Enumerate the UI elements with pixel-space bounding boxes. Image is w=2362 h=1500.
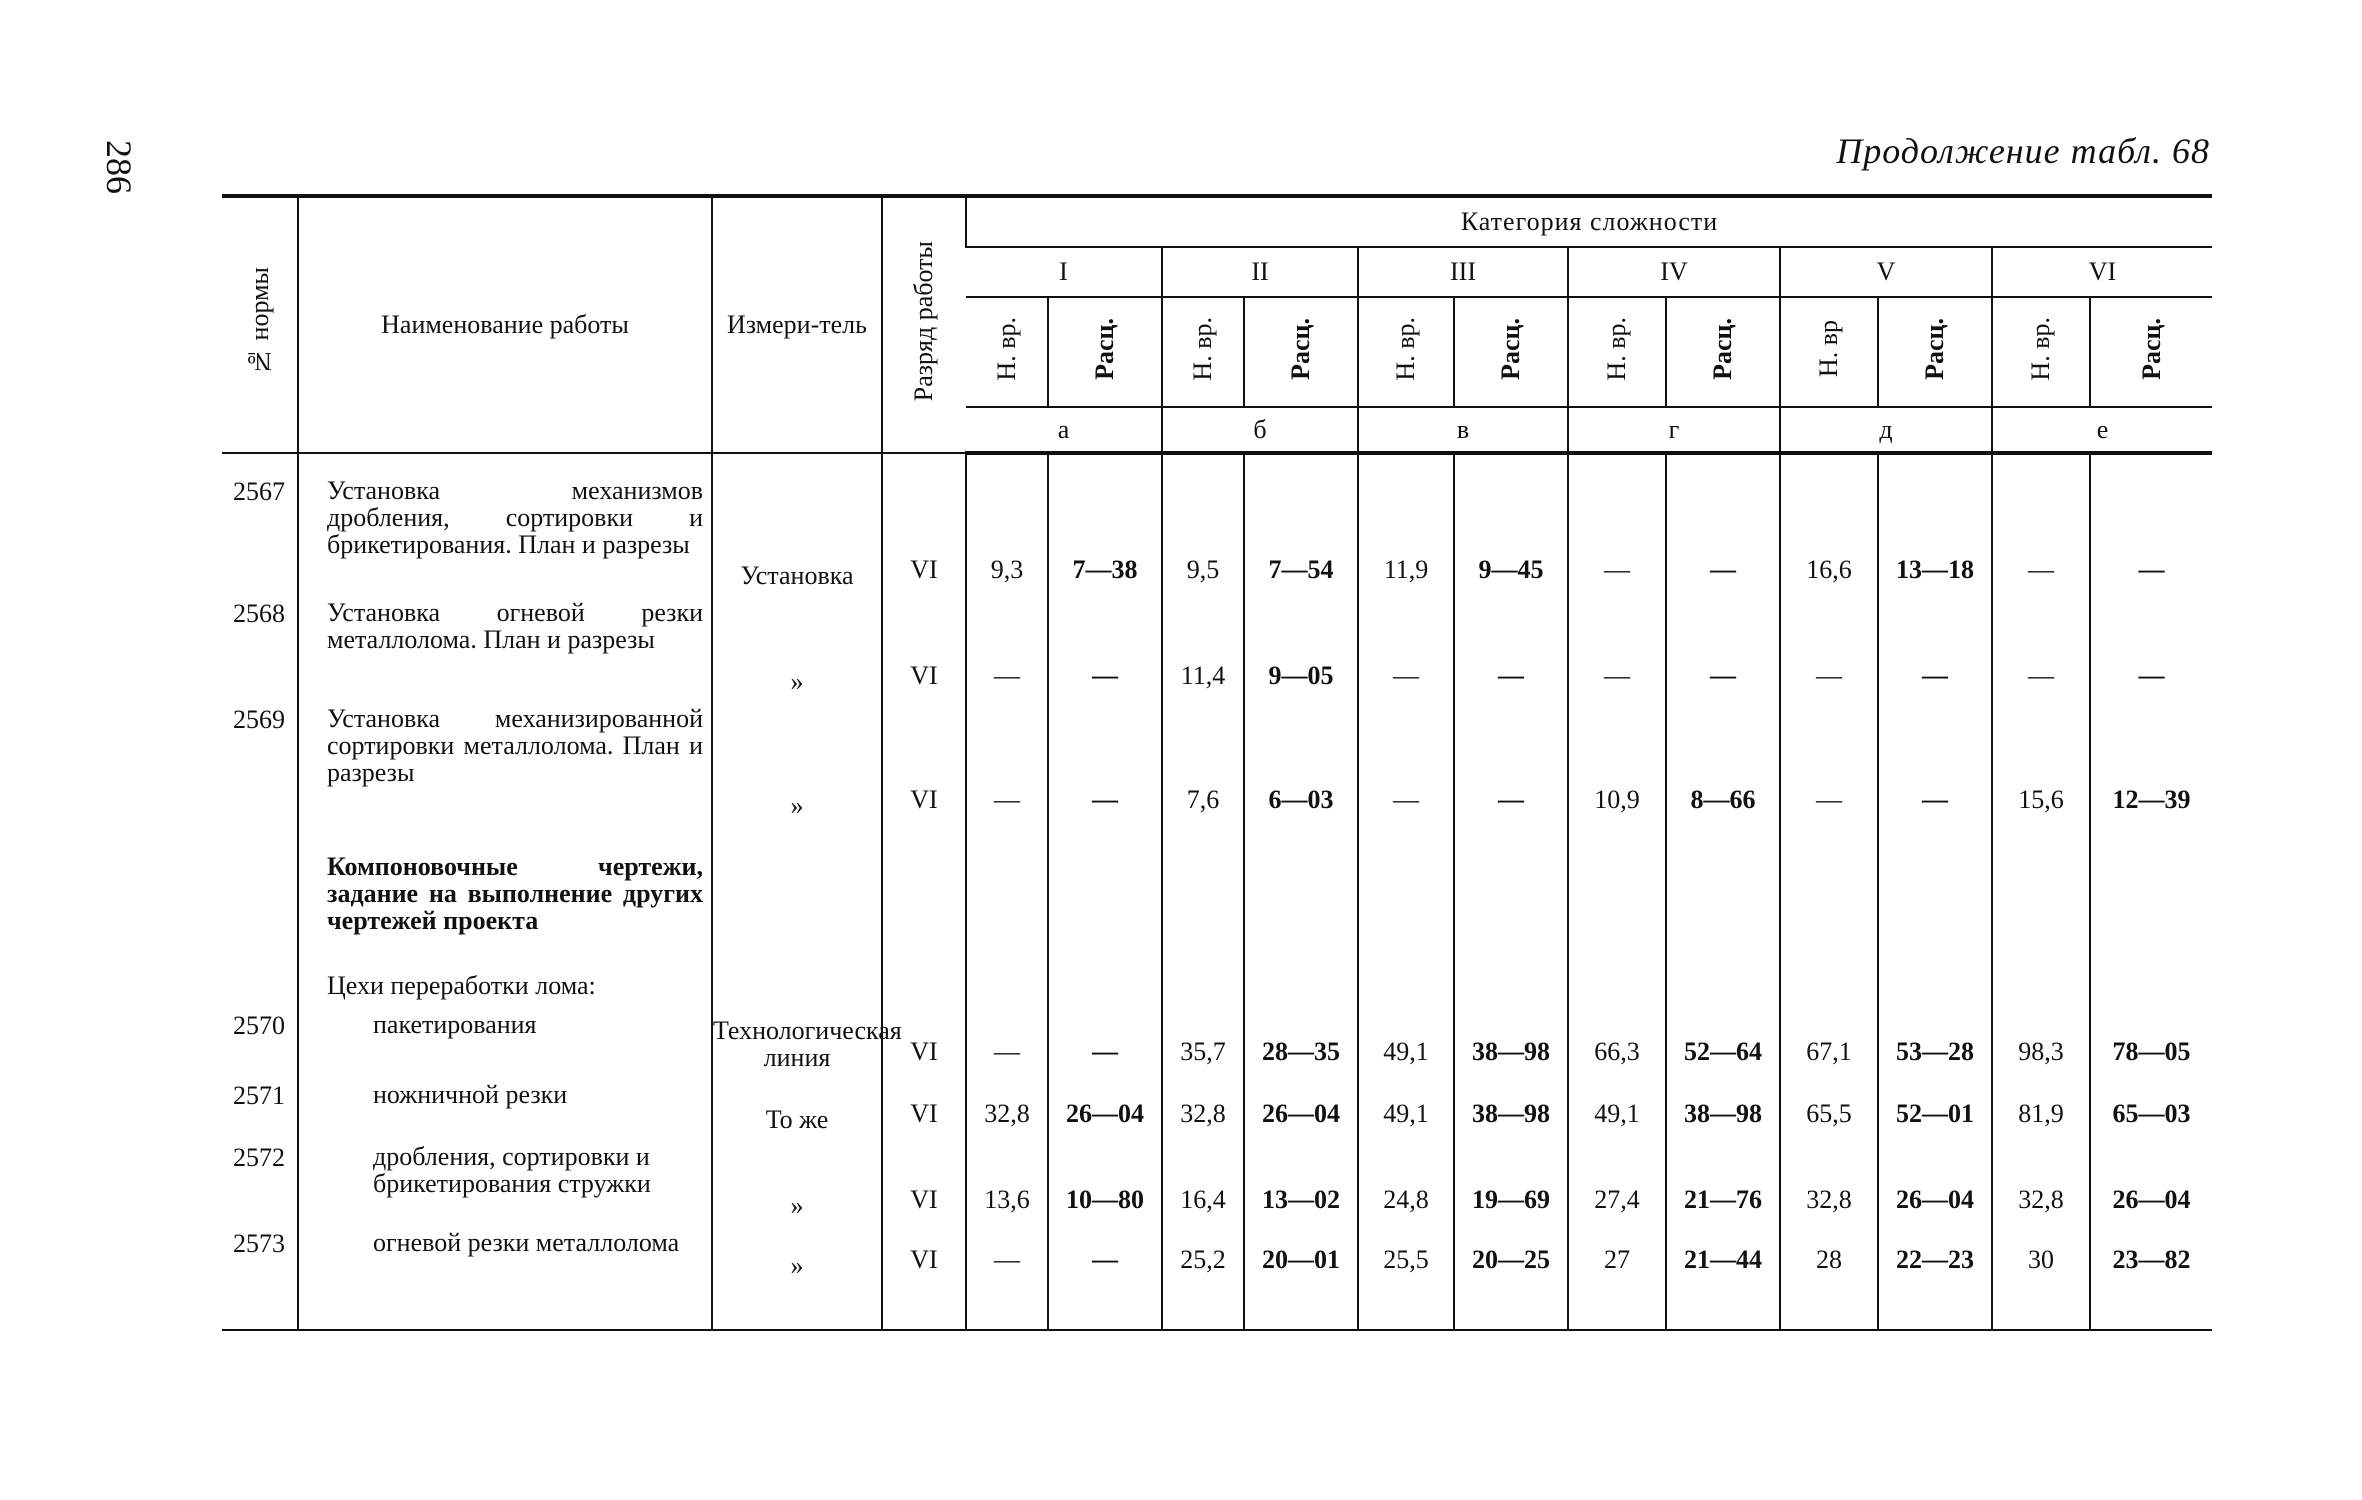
rate-value: — (1878, 593, 1992, 699)
spacer-cell (298, 1283, 712, 1330)
work-name: огневой резки металлолома (298, 1223, 712, 1283)
table-row (222, 471, 2212, 593)
empty-cell (1780, 823, 1878, 958)
rate-value: — (1454, 699, 1568, 823)
time-norm-value: 32,8 (1992, 1137, 2090, 1223)
rate-value: — (2090, 593, 2212, 699)
rate-value: — (1666, 471, 1780, 593)
header-time-norm: Н. вр. (1568, 297, 1666, 407)
header-rate: Расц. (1454, 297, 1568, 407)
rate-value: 26—04 (1048, 1075, 1162, 1137)
header-category-roman: V (1780, 247, 1992, 297)
time-norm-value: — (1568, 593, 1666, 699)
work-name: Установка механизмов дробления, сортировки и брикетирования. План и разрезы (298, 471, 712, 593)
spacer-cell (1568, 1283, 1666, 1330)
time-norm-value: 25,2 (1162, 1223, 1244, 1283)
table-row (222, 1137, 2212, 1223)
empty-cell (1454, 823, 1568, 958)
empty-cell (2090, 958, 2212, 1005)
empty-cell (1780, 958, 1878, 1005)
unit-of-measure: » (712, 593, 882, 699)
spacer-cell (1780, 1283, 1878, 1330)
time-norm-value: 35,7 (1162, 1005, 1244, 1075)
rate-value: 9—05 (1244, 593, 1358, 699)
empty-cell (1992, 823, 2090, 958)
rate-value: 7—54 (1244, 471, 1358, 593)
header-column-letter: д (1780, 407, 1992, 453)
norm-number: 2568 (233, 599, 285, 628)
time-norm-value: 16,6 (1780, 471, 1878, 593)
rate-value: 38—98 (1454, 1075, 1568, 1137)
table-body (222, 453, 2212, 1330)
empty-cell (1162, 958, 1244, 1005)
empty-cell (1244, 958, 1358, 1005)
work-grade: VI (882, 1005, 966, 1075)
spacer-cell (1048, 453, 1162, 471)
header-category: Категория сложности (966, 196, 2212, 247)
rate-value: — (1048, 699, 1162, 823)
header-time-norm: Н. вр. (1162, 297, 1244, 407)
work-grade: VI (882, 1075, 966, 1137)
spacer-cell (1992, 1283, 2090, 1330)
empty-cell (1048, 823, 1162, 958)
empty-cell (882, 958, 966, 1005)
empty-cell (712, 823, 882, 958)
norm-number: 2571 (233, 1081, 285, 1110)
time-norm-value: — (1780, 593, 1878, 699)
spacer-cell (1666, 1283, 1780, 1330)
spacer-cell (1162, 453, 1244, 471)
spacer-cell (2090, 453, 2212, 471)
time-norm-value: 27 (1568, 1223, 1666, 1283)
rate-value: 38—98 (1666, 1075, 1780, 1137)
rate-value: — (2090, 471, 2212, 593)
time-norm-value: 49,1 (1568, 1075, 1666, 1137)
spacer-cell (1666, 453, 1780, 471)
spacer-cell (1878, 453, 1992, 471)
rate-value: — (1048, 1223, 1162, 1283)
header-rate: Расц. (1666, 297, 1780, 407)
time-norm-value: — (1358, 593, 1454, 699)
section-row (222, 958, 2212, 1005)
unit-of-measure: То же (712, 1075, 882, 1137)
rate-value: 28—35 (1244, 1005, 1358, 1075)
spacer-cell (2090, 1283, 2212, 1330)
spacer-cell (1992, 453, 2090, 471)
spacer-cell (1048, 1283, 1162, 1330)
table-row (222, 1075, 2212, 1137)
section-row (222, 823, 2212, 958)
header-unit: Измери-тель (712, 196, 882, 453)
subsection-heading: Цехи переработки лома: (298, 958, 712, 1005)
header-work-name: Наименование работы (298, 196, 712, 453)
empty-cell (966, 823, 1048, 958)
time-norm-value: 81,9 (1992, 1075, 2090, 1137)
rate-value: — (1878, 699, 1992, 823)
norm-number: 2573 (233, 1229, 285, 1258)
rate-value: 19—69 (1454, 1137, 1568, 1223)
time-norm-value: — (1992, 593, 2090, 699)
time-norm-value: 49,1 (1358, 1005, 1454, 1075)
time-norm-value: — (966, 1005, 1048, 1075)
time-norm-value: 32,8 (966, 1075, 1048, 1137)
rate-value: 7—38 (1048, 471, 1162, 593)
work-name: Установка механизированной сортировки металлолома. План и разрезы (298, 699, 712, 823)
unit-of-measure: Технологическая линия (712, 1005, 882, 1075)
work-grade: VI (882, 1223, 966, 1283)
time-norm-value: 7,6 (1162, 699, 1244, 823)
work-name: Установка огневой резки металлолома. План и разрезы (298, 593, 712, 699)
spacer-cell (712, 1283, 882, 1330)
empty-cell (1454, 958, 1568, 1005)
norm-number-empty (222, 823, 298, 958)
time-norm-value: 30 (1992, 1223, 2090, 1283)
empty-cell (1358, 823, 1454, 958)
header-rate: Расц. (2090, 297, 2212, 407)
rate-value: 6—03 (1244, 699, 1358, 823)
table-row (222, 593, 2212, 699)
header-norm-number: № нормы (222, 196, 298, 453)
header-time-norm: Н. вр. (1992, 297, 2090, 407)
rate-value: 20—25 (1454, 1223, 1568, 1283)
time-norm-value: 16,4 (1162, 1137, 1244, 1223)
norm-number: 2567 (233, 477, 285, 506)
time-norm-value: 67,1 (1780, 1005, 1878, 1075)
rate-value: 52—01 (1878, 1075, 1992, 1137)
spacer-cell (1244, 453, 1358, 471)
spacer-cell (1358, 453, 1454, 471)
time-norm-value: — (1358, 699, 1454, 823)
spacer-cell (882, 453, 966, 471)
rate-value: — (1454, 593, 1568, 699)
spacer-cell (1780, 453, 1878, 471)
header-category-roman: VI (1992, 247, 2212, 297)
work-grade: VI (882, 699, 966, 823)
empty-cell (882, 823, 966, 958)
rate-value: 10—80 (1048, 1137, 1162, 1223)
rate-value: 13—02 (1244, 1137, 1358, 1223)
work-name: ножничной резки (298, 1075, 712, 1137)
spacer-cell (1358, 1283, 1454, 1330)
table-continuation-caption: Продолжение табл. 68 (1836, 131, 2210, 171)
time-norm-value: 24,8 (1358, 1137, 1454, 1223)
norm-number: 2569 (233, 705, 285, 734)
header-column-letter: е (1992, 407, 2212, 453)
rate-value: 22—23 (1878, 1223, 1992, 1283)
work-grade: VI (882, 471, 966, 593)
time-norm-value: 32,8 (1780, 1137, 1878, 1223)
empty-cell (1162, 823, 1244, 958)
time-norm-value: 9,3 (966, 471, 1048, 593)
header-category-roman: III (1358, 247, 1568, 297)
norm-number: 2570 (233, 1011, 285, 1040)
empty-cell (1048, 958, 1162, 1005)
header-rate: Расц. (1244, 297, 1358, 407)
rate-value: 13—18 (1878, 471, 1992, 593)
norm-number-empty (222, 958, 298, 1005)
unit-of-measure: » (712, 1223, 882, 1283)
rate-value: — (1048, 593, 1162, 699)
unit-of-measure: Установка (712, 471, 882, 593)
rate-value: 20—01 (1244, 1223, 1358, 1283)
time-norm-value: 9,5 (1162, 471, 1244, 593)
rate-value: 26—04 (2090, 1137, 2212, 1223)
header-grade: Разряд работы (882, 196, 966, 453)
time-norm-value: — (966, 699, 1048, 823)
time-norm-value: 66,3 (1568, 1005, 1666, 1075)
spacer-cell (966, 453, 1048, 471)
table-row (222, 699, 2212, 823)
time-norm-value: 49,1 (1358, 1075, 1454, 1137)
time-norm-value: 11,9 (1358, 471, 1454, 593)
rate-value: 23—82 (2090, 1223, 2212, 1283)
header-category-roman: II (1162, 247, 1358, 297)
spacer-cell (1568, 453, 1666, 471)
work-name: пакетирования (298, 1005, 712, 1075)
table-row (222, 1223, 2212, 1283)
rate-value: 9—45 (1454, 471, 1568, 593)
time-norm-value: 15,6 (1992, 699, 2090, 823)
spacer-cell (712, 453, 882, 471)
rate-value: 52—64 (1666, 1005, 1780, 1075)
header-rate: Расц. (1878, 297, 1992, 407)
rate-value: 12—39 (2090, 699, 2212, 823)
rate-value: 26—04 (1244, 1075, 1358, 1137)
header-column-letter: г (1568, 407, 1780, 453)
time-norm-value: — (1992, 471, 2090, 593)
header-category-roman: IV (1568, 247, 1780, 297)
rate-value: 53—28 (1878, 1005, 1992, 1075)
unit-of-measure: » (712, 699, 882, 823)
time-norm-value: — (966, 593, 1048, 699)
time-norm-value: 11,4 (1162, 593, 1244, 699)
header-rate: Расц. (1048, 297, 1162, 407)
empty-cell (1568, 958, 1666, 1005)
empty-cell (966, 958, 1048, 1005)
empty-cell (712, 958, 882, 1005)
time-norm-value: 27,4 (1568, 1137, 1666, 1223)
page-number: 286 (99, 140, 139, 194)
empty-cell (1666, 958, 1780, 1005)
header-time-norm: Н. вр. (1358, 297, 1454, 407)
header-category-roman: I (966, 247, 1162, 297)
empty-cell (1878, 958, 1992, 1005)
time-norm-value: — (966, 1223, 1048, 1283)
time-norm-value: 32,8 (1162, 1075, 1244, 1137)
time-norm-value: — (1780, 699, 1878, 823)
header-column-letter: а (966, 407, 1162, 453)
rate-value: — (1048, 1005, 1162, 1075)
spacer-cell (1244, 1283, 1358, 1330)
empty-cell (1878, 823, 1992, 958)
work-grade: VI (882, 593, 966, 699)
rate-value: 65—03 (2090, 1075, 2212, 1137)
empty-cell (1568, 823, 1666, 958)
empty-cell (1992, 958, 2090, 1005)
rate-value: 21—44 (1666, 1223, 1780, 1283)
norm-table (222, 194, 2212, 1331)
norm-number: 2572 (233, 1143, 285, 1172)
empty-cell (1666, 823, 1780, 958)
empty-cell (1244, 823, 1358, 958)
time-norm-value: — (1568, 471, 1666, 593)
rate-value: 8—66 (1666, 699, 1780, 823)
time-norm-value: 13,6 (966, 1137, 1048, 1223)
time-norm-value: 25,5 (1358, 1223, 1454, 1283)
time-norm-value: 10,9 (1568, 699, 1666, 823)
spacer-cell (1454, 1283, 1568, 1330)
spacer-cell (1162, 1283, 1244, 1330)
spacer-cell (1454, 453, 1568, 471)
time-norm-value: 65,5 (1780, 1075, 1878, 1137)
table-tail (222, 1283, 2212, 1330)
unit-of-measure: » (712, 1137, 882, 1223)
header-time-norm: Н. вр. (966, 297, 1048, 407)
time-norm-value: 28 (1780, 1223, 1878, 1283)
spacer-cell (966, 1283, 1048, 1330)
rate-value: 26—04 (1878, 1137, 1992, 1223)
empty-cell (2090, 823, 2212, 958)
time-norm-value: 98,3 (1992, 1005, 2090, 1075)
spacer-cell (882, 1283, 966, 1330)
header-time-norm: Н. вр (1780, 297, 1878, 407)
spacer-cell (298, 453, 712, 471)
empty-cell (1358, 958, 1454, 1005)
header-column-letter: в (1358, 407, 1568, 453)
section-heading: Компоновочные чертежи, задание на выполнение других чертежей проекта (298, 823, 712, 958)
spacer-cell (222, 453, 298, 471)
table-row (222, 1005, 2212, 1075)
rate-value: 78—05 (2090, 1005, 2212, 1075)
rate-value: — (1666, 593, 1780, 699)
work-name: дробления, сортировки и брикетирования стружки (298, 1137, 712, 1223)
spacer-cell (1878, 1283, 1992, 1330)
spacer-cell (222, 1283, 298, 1330)
rate-value: 21—76 (1666, 1137, 1780, 1223)
rate-value: 38—98 (1454, 1005, 1568, 1075)
header-column-letter: б (1162, 407, 1358, 453)
work-grade: VI (882, 1137, 966, 1223)
